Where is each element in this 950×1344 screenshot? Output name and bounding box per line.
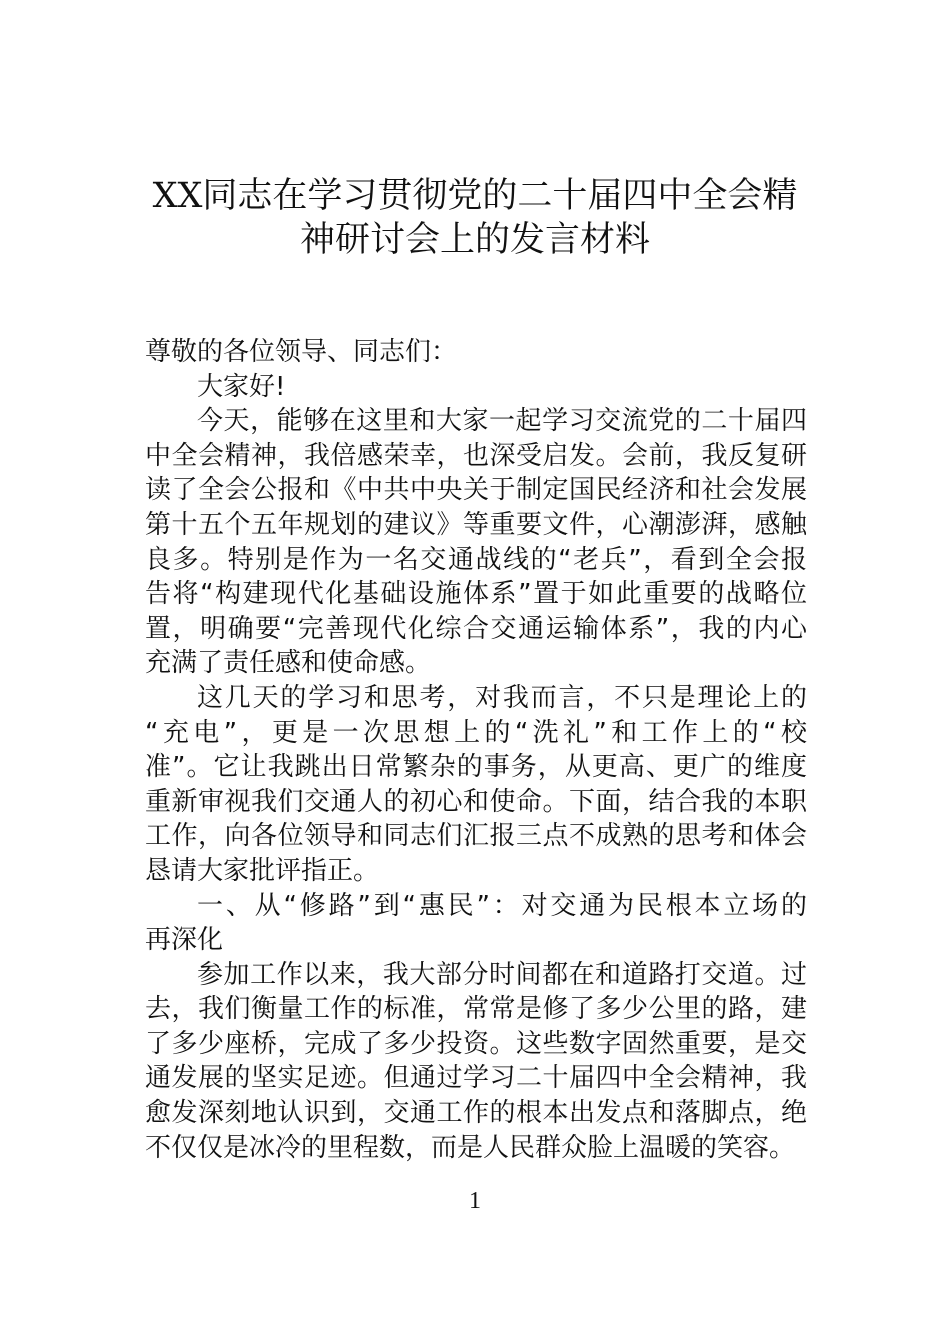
text-line: 参加工作以来，我大部分时间都在和道路打交道。过 (197, 959, 807, 990)
text-line: 读了全会公报和《中共中央关于制定国民经济和社会发展 (145, 475, 807, 506)
page-number: 1 (469, 1188, 481, 1214)
text-line: 告将“构建现代化基础设施体系”置于如此重要的战略位 (145, 579, 807, 610)
paragraph (145, 404, 807, 681)
text-line: 去，我们衡量工作的标准，常常是修了多少公里的路，建 (145, 994, 807, 1025)
text-line: 这几天的学习和思考，对我而言，不只是理论上的 (197, 682, 807, 713)
text-line: “充电”，更是一次思想上的“洗礼”和工作上的“校 (145, 717, 807, 748)
text-line: 通发展的坚实足迹。但通过学习二十届四中全会精神，我 (145, 1063, 807, 1094)
document-title-line-2: 神研讨会上的发言材料 (299, 220, 650, 260)
text-line: 准”。它让我跳出日常繁杂的事务，从更高、更广的维度 (145, 752, 807, 783)
paragraph (145, 681, 807, 889)
paragraph (145, 889, 807, 958)
text-line: 充满了责任感和使命感。 (145, 648, 432, 679)
text-line: 良多。特别是作为一名交通战线的“老兵”，看到全会报 (145, 544, 807, 575)
text-line: 愈发深刻地认识到，交通工作的根本出发点和落脚点，绝 (145, 1098, 807, 1129)
text-line: 工作，向各位领导和同志们汇报三点不成熟的思考和体会 (145, 821, 807, 852)
text-line: 重新审视我们交通人的初心和使命。下面，结合我的本职 (145, 786, 807, 817)
text-line: 中全会精神，我倍感荣幸，也深受启发。会前，我反复研 (145, 440, 807, 471)
text-line: 置，明确要“完善现代化综合交通运输体系”，我的内心 (145, 613, 807, 644)
text-line: 恳请大家批评指正。 (145, 855, 380, 886)
text-line: 了多少座桥，完成了多少投资。这些数字固然重要，是交 (145, 1028, 807, 1059)
paragraph (145, 958, 807, 1166)
text-line: 一、从“修路”到“惠民”：对交通为民根本立场的 (197, 890, 807, 921)
paragraph (145, 370, 807, 405)
document-title-line-1: XX同志在学习贯彻党的二十届四中全会精 (152, 176, 798, 216)
text-line: 第十五个五年规划的建议》等重要文件，心潮澎湃，感触 (145, 509, 807, 540)
document-body (145, 335, 807, 1165)
text-line: 今天，能够在这里和大家一起学习交流党的二十届四 (197, 406, 807, 437)
text-line: 大家好! (197, 371, 286, 402)
text-line: 不仅仅是冰冷的里程数，而是人民群众脸上温暖的笑容。 (145, 1132, 796, 1163)
paragraph (145, 335, 807, 370)
text-line: 尊敬的各位领导、同志们： (145, 337, 458, 367)
text-line: 再深化 (145, 925, 224, 956)
